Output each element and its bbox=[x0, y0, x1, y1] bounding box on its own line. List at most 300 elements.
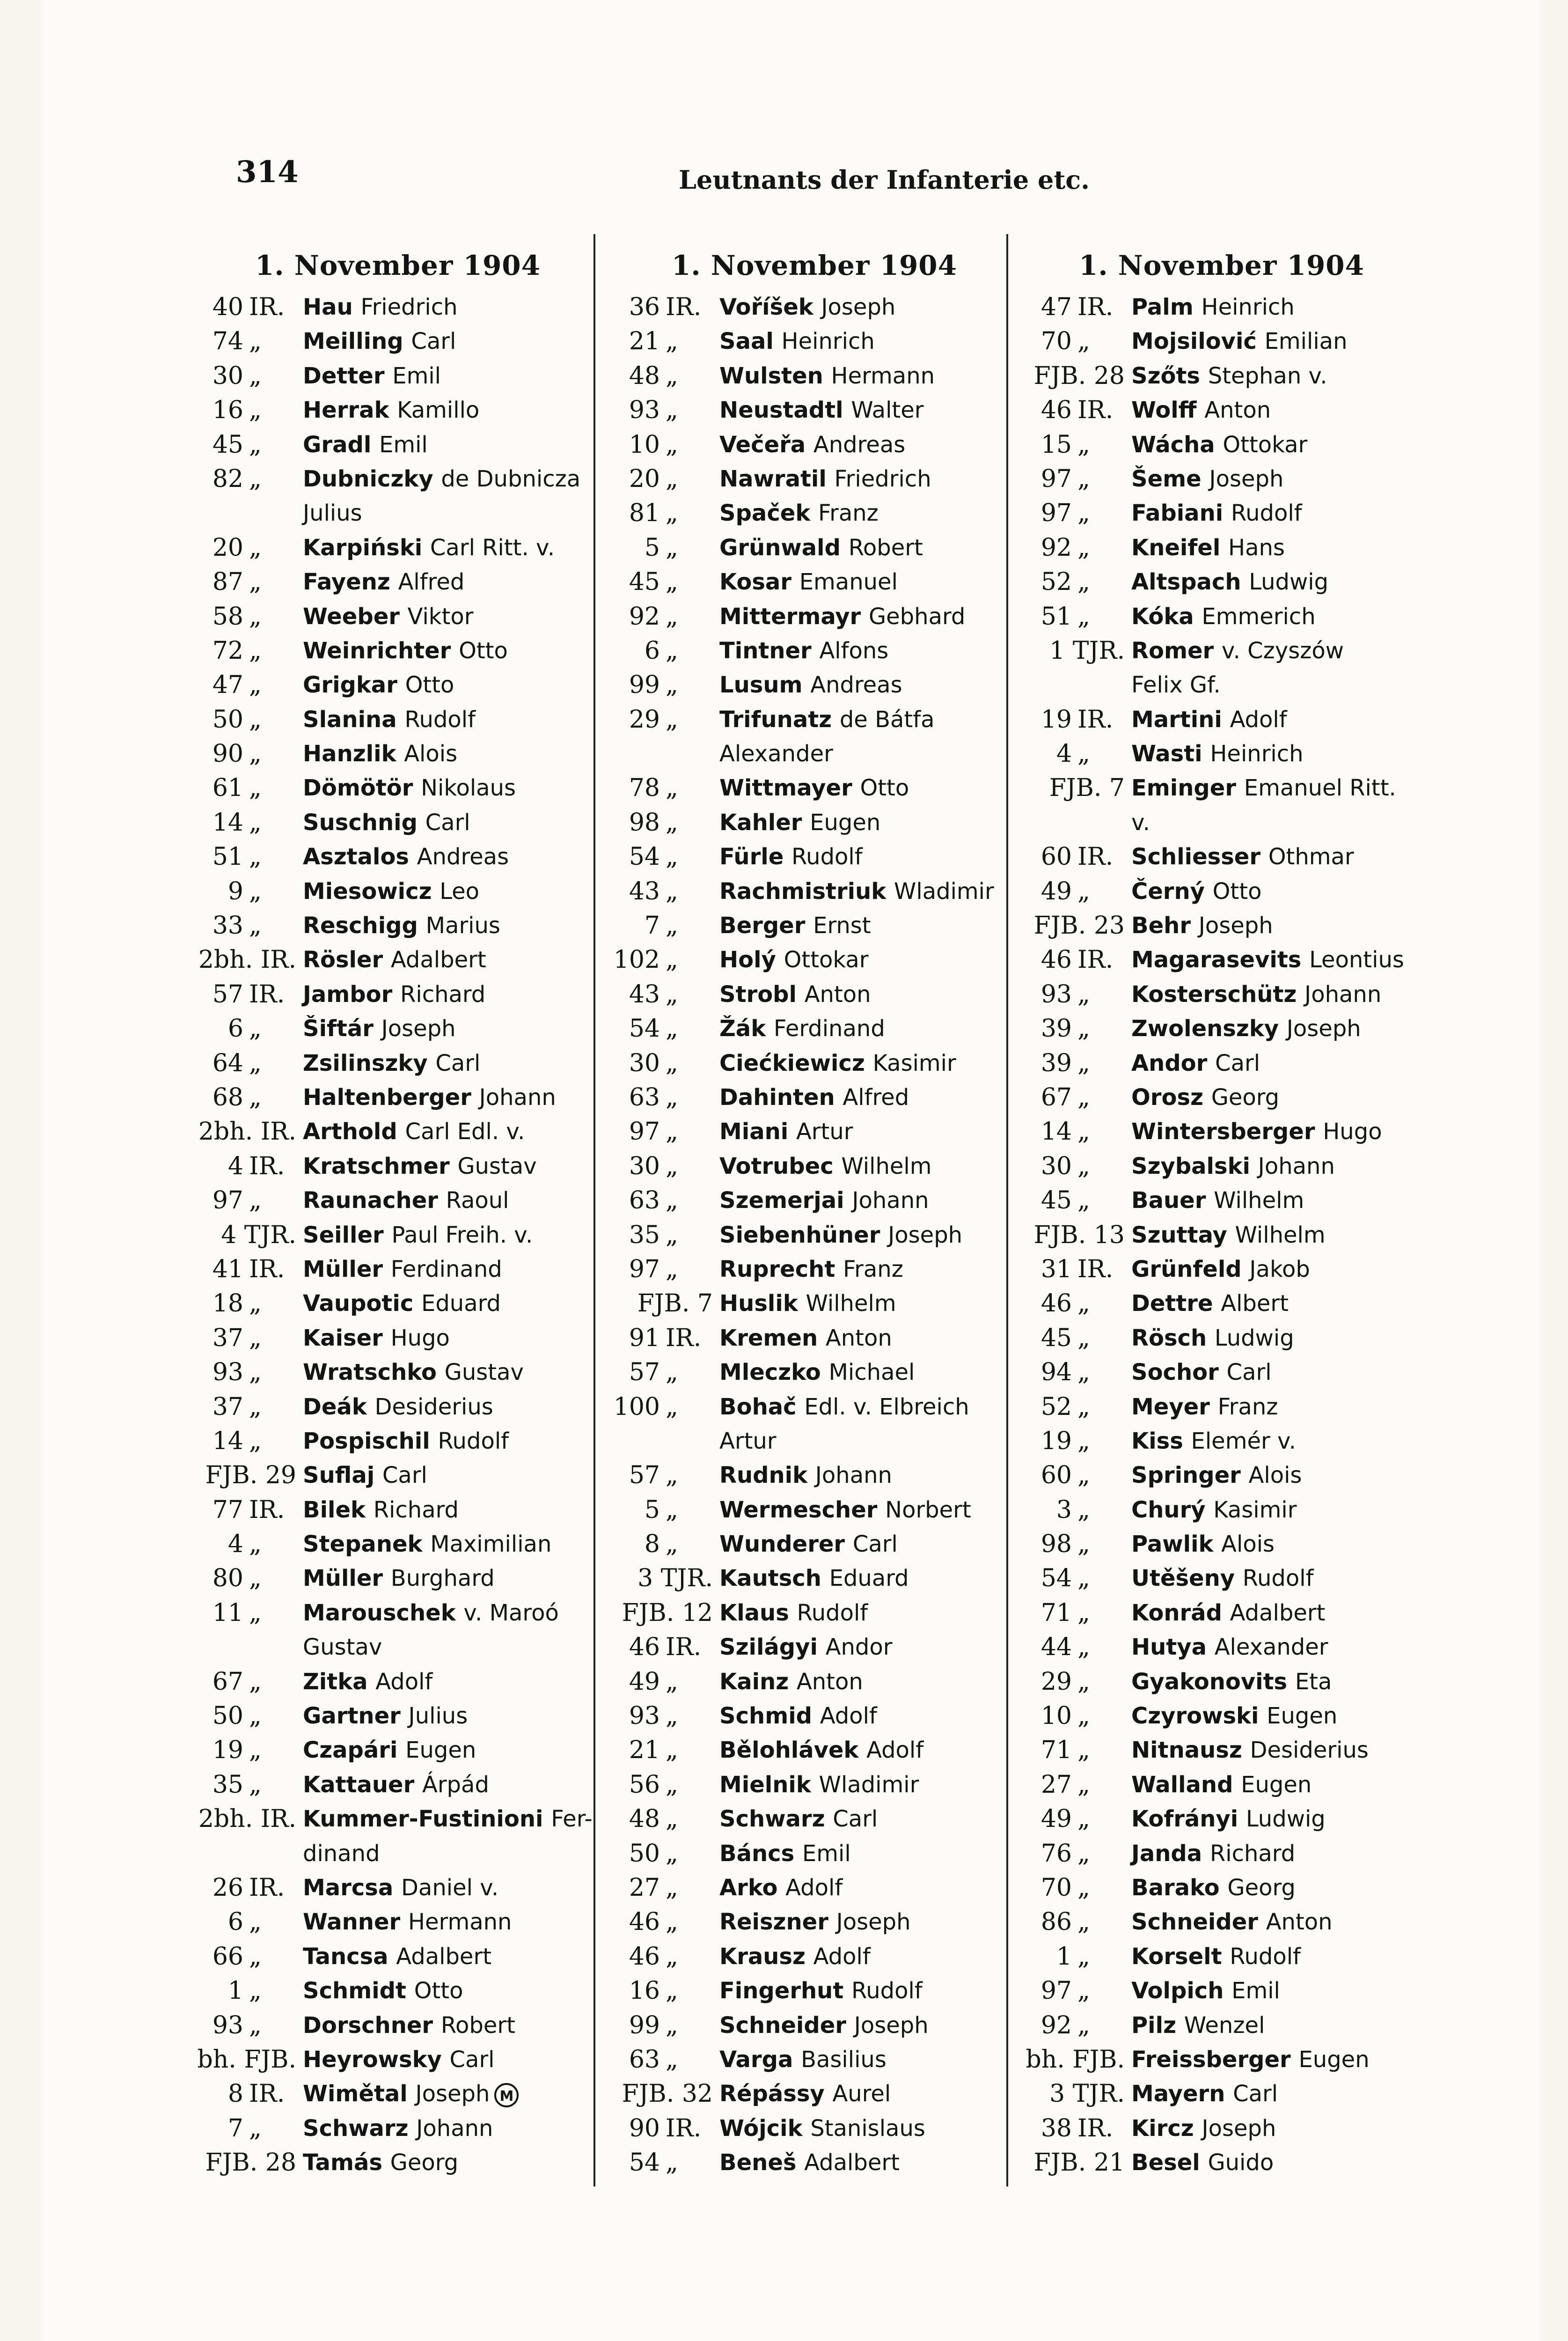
entry-given-name: Franz bbox=[1217, 1393, 1278, 1420]
list-item bbox=[1025, 1940, 1418, 1974]
entry-name-line bbox=[719, 943, 1016, 977]
list-item bbox=[613, 1527, 1016, 1561]
entry-given-name: Eugen bbox=[810, 809, 881, 836]
entry-surname: Varga bbox=[719, 2046, 793, 2073]
entry-name-line bbox=[719, 393, 1016, 427]
list-item bbox=[613, 1390, 1016, 1424]
entry-name-line bbox=[303, 1184, 599, 1218]
entry-number: 102 bbox=[613, 946, 660, 974]
list-item bbox=[1025, 703, 1418, 737]
entry-number: 90 bbox=[629, 2114, 660, 2142]
list-item bbox=[1025, 1081, 1418, 1115]
list-item bbox=[1025, 1596, 1418, 1630]
list-item bbox=[613, 1321, 1016, 1355]
entry-regiment: „ bbox=[249, 430, 262, 459]
entry-number: 20 bbox=[212, 533, 243, 562]
entry-regiment: „ bbox=[1077, 1152, 1090, 1180]
entry-regiment: „ bbox=[1077, 980, 1090, 1009]
entry-regiment: „ bbox=[666, 533, 678, 562]
entry-surname: Černý bbox=[1131, 878, 1205, 905]
entry-given-name: Kamillo bbox=[397, 397, 480, 424]
entry-given-name: Eduard bbox=[421, 1290, 501, 1317]
entry-number: 51 bbox=[212, 843, 243, 871]
entry-given-name: Rudolf bbox=[1230, 1943, 1301, 1970]
entry-number: 98 bbox=[1040, 1530, 1072, 1559]
entry-regiment: IR. bbox=[1077, 705, 1114, 734]
list-item bbox=[197, 324, 599, 359]
entry-regiment: „ bbox=[666, 774, 678, 802]
entry-number: 93 bbox=[212, 2011, 243, 2039]
entry-given-name: Paul Freih. v. bbox=[391, 1222, 533, 1248]
entry-number: 6 bbox=[227, 1015, 243, 1043]
entry-given-name: Joseph bbox=[888, 1222, 963, 1248]
list-item bbox=[613, 771, 1016, 805]
entry-given-name: Georg bbox=[1211, 1084, 1280, 1111]
entry-given-name: Johann bbox=[479, 1084, 556, 1111]
entry-regiment: „ bbox=[1077, 1049, 1090, 1077]
entry-surname: Bělohlávek bbox=[719, 1737, 859, 1764]
entry-regiment: „ bbox=[249, 1598, 262, 1627]
entry-name-line bbox=[303, 1424, 599, 1458]
entry-number: 46 bbox=[629, 1942, 660, 1971]
list-item bbox=[1025, 324, 1418, 359]
entry-regiment: „ bbox=[249, 1908, 262, 1936]
entry-surname: Báncs bbox=[719, 1840, 795, 1867]
list-item bbox=[613, 840, 1016, 874]
entry-regiment: „ bbox=[1077, 1702, 1090, 1730]
list-item bbox=[1025, 1149, 1418, 1184]
entry-regiment: „ bbox=[1077, 568, 1090, 596]
entry-number: 45 bbox=[629, 568, 660, 596]
entry-number: 71 bbox=[1040, 1736, 1072, 1765]
entry-number: 71 bbox=[1040, 1598, 1072, 1627]
entry-surname: Fabiani bbox=[1131, 500, 1224, 527]
entry-surname: Zitka bbox=[303, 1668, 368, 1695]
entry-regiment: „ bbox=[249, 1392, 262, 1421]
entry-regiment: „ bbox=[666, 808, 678, 837]
entry-regiment: „ bbox=[666, 568, 678, 596]
entry-surname: Stepanek bbox=[303, 1531, 423, 1558]
entry-regiment: „ bbox=[249, 740, 262, 768]
entry-surname: Mittermayr bbox=[719, 603, 861, 630]
entry-number: 90 bbox=[212, 740, 243, 768]
entry-name-line bbox=[719, 1974, 1016, 2008]
entry-surname: Marouschek bbox=[303, 1599, 456, 1626]
entry-number: 38 bbox=[1040, 2114, 1072, 2142]
entry-name-line bbox=[303, 909, 599, 943]
entry-number: 41 bbox=[212, 1255, 243, 1283]
entry-given-name: Ferdinand bbox=[773, 1016, 885, 1042]
entry-name-line bbox=[1131, 943, 1418, 977]
entry-surname: Magarasevits bbox=[1131, 947, 1302, 973]
entry-number: 97 bbox=[629, 1255, 660, 1283]
entry-surname: Detter bbox=[303, 362, 385, 389]
entry-name-line bbox=[303, 2112, 599, 2146]
entry-surname: Kóka bbox=[1131, 603, 1194, 630]
list-item bbox=[613, 1355, 1016, 1390]
entry-regiment: „ bbox=[666, 2045, 678, 2074]
entry-name-line bbox=[719, 1837, 1016, 1871]
entry-regiment: „ bbox=[249, 1564, 262, 1593]
entry-name-line bbox=[303, 1665, 599, 1699]
entry-given-name: Anton bbox=[796, 1668, 863, 1695]
entry-number: 18 bbox=[212, 1289, 243, 1318]
list-item bbox=[197, 1665, 599, 1699]
entry-given-name: Marius bbox=[425, 913, 500, 939]
list-item bbox=[613, 1012, 1016, 1046]
entry-name-line bbox=[719, 1149, 1016, 1184]
entry-unit: FJB. 23 bbox=[1033, 912, 1125, 940]
entry-surname: Wermescher bbox=[719, 1496, 878, 1523]
entry-regiment: „ bbox=[1077, 1015, 1090, 1043]
entry-given-name: Carl bbox=[1233, 2081, 1278, 2107]
entry-surname: Répássy bbox=[719, 2081, 825, 2107]
entry-regiment: „ bbox=[249, 1667, 262, 1696]
entry-given-name: Friedrich bbox=[834, 465, 931, 492]
list-item bbox=[1025, 1321, 1418, 1355]
entry-regiment: „ bbox=[249, 774, 262, 802]
entry-given-name: Joseph bbox=[1198, 913, 1273, 939]
list-item bbox=[613, 2077, 1016, 2111]
entry-regiment: „ bbox=[1077, 1530, 1090, 1559]
entry-given-name: Wenzel bbox=[1184, 2012, 1265, 2039]
list-item bbox=[613, 1493, 1016, 1527]
entry-regiment: „ bbox=[249, 1015, 262, 1043]
entry-surname: Schneider bbox=[1131, 1909, 1258, 1936]
entry-name-line bbox=[719, 1012, 1016, 1046]
entry-given-name: Joseph bbox=[1202, 2115, 1276, 2142]
entry-name-line bbox=[1131, 771, 1418, 805]
list-item bbox=[1025, 634, 1418, 668]
entry-name-line bbox=[303, 1561, 599, 1596]
entry-regiment: „ bbox=[249, 1289, 262, 1318]
entry-number: 97 bbox=[212, 1186, 243, 1215]
entry-given-name: Wilhelm bbox=[1214, 1187, 1304, 1214]
entry-name-line bbox=[1131, 1424, 1418, 1458]
list-item bbox=[613, 1699, 1016, 1733]
entry-given-name: Albert bbox=[1221, 1290, 1289, 1317]
entry-surname: Fingerhut bbox=[719, 1978, 844, 2004]
entry-number: 100 bbox=[613, 1392, 660, 1421]
entry-name-line bbox=[1131, 1871, 1418, 1905]
entry-name-line bbox=[719, 840, 1016, 874]
list-item bbox=[613, 703, 1016, 737]
entry-name-line bbox=[1131, 1802, 1418, 1836]
entry-number: 9 bbox=[227, 877, 243, 905]
entry-name-line bbox=[1131, 1218, 1418, 1252]
entry-regiment: „ bbox=[1077, 533, 1090, 562]
list-item bbox=[1025, 1699, 1418, 1733]
list-item bbox=[197, 1837, 599, 1871]
entry-name-line bbox=[303, 668, 599, 702]
entry-regiment: IR. bbox=[249, 980, 285, 1009]
entry-given-name: Carl bbox=[425, 809, 470, 836]
entry-number: 1 bbox=[1056, 1942, 1072, 1971]
entry-surname: Mielnik bbox=[719, 1771, 811, 1798]
list-item bbox=[613, 393, 1016, 427]
entry-regiment: „ bbox=[249, 568, 262, 596]
entry-name-line bbox=[719, 428, 1016, 462]
entry-surname: Večeřa bbox=[719, 431, 806, 458]
entry-surname: Walland bbox=[1131, 1771, 1233, 1798]
entry-name-line bbox=[719, 806, 1016, 840]
entry-given-name: Joseph bbox=[1286, 1016, 1361, 1042]
entry-surname: Romer bbox=[1131, 637, 1214, 664]
entry-number: 66 bbox=[212, 1942, 243, 1971]
entry-regiment: „ bbox=[666, 1873, 678, 1902]
entry-surname: Rudnik bbox=[719, 1462, 808, 1489]
entry-name-line bbox=[719, 2043, 1016, 2077]
list-item bbox=[197, 496, 599, 530]
entry-number: 92 bbox=[1040, 2011, 1072, 2039]
entry-given-name: Guido bbox=[1208, 2150, 1274, 2176]
list-item bbox=[197, 1768, 599, 1802]
entry-given-name: Daniel v. bbox=[401, 1874, 499, 1901]
entry-name-line bbox=[1131, 393, 1418, 427]
entry-name-line bbox=[303, 771, 599, 805]
entry-regiment: „ bbox=[666, 1255, 678, 1283]
entry-regiment: „ bbox=[666, 1049, 678, 1077]
entry-surname: Rösch bbox=[1131, 1325, 1207, 1351]
entry-regiment: „ bbox=[666, 843, 678, 871]
entry-surname: Arko bbox=[719, 1874, 778, 1901]
entry-regiment: „ bbox=[249, 877, 262, 905]
entry-number: 46 bbox=[629, 1908, 660, 1936]
list-item bbox=[197, 428, 599, 462]
entry-regiment: „ bbox=[249, 1049, 262, 1077]
entry-surname: Eminger bbox=[1131, 775, 1237, 802]
list-item bbox=[613, 1115, 1016, 1149]
entry-given-name: Alois bbox=[1221, 1531, 1275, 1558]
entry-regiment: „ bbox=[1077, 1324, 1090, 1352]
entry-regiment: IR. bbox=[666, 293, 702, 321]
entry-surname: Martini bbox=[1131, 706, 1222, 733]
entry-unit: bh. FJB. bbox=[1026, 2045, 1125, 2074]
list-item bbox=[197, 1321, 599, 1355]
entry-given-name: Carl Edl. v. bbox=[405, 1119, 525, 1145]
entry-surname: Wanner bbox=[303, 1909, 401, 1936]
list-item bbox=[1025, 2009, 1418, 2043]
entry-surname: Springer bbox=[1131, 1462, 1241, 1489]
entry-surname: Czyrowski bbox=[1131, 1703, 1259, 1730]
entry-given-name: Carl bbox=[382, 1462, 427, 1489]
entry-name-line bbox=[303, 290, 599, 324]
entry-given-name: Elemér v. bbox=[1191, 1428, 1296, 1454]
list-item bbox=[1025, 1424, 1418, 1458]
entry-name-line bbox=[1131, 496, 1418, 530]
entry-surname: Klaus bbox=[719, 1599, 789, 1626]
entry-regiment: „ bbox=[666, 1977, 678, 2005]
entry-list bbox=[613, 290, 1016, 2180]
entry-name-line bbox=[719, 1355, 1016, 1390]
entry-regiment: „ bbox=[666, 980, 678, 1009]
entry-surname: Beneš bbox=[719, 2150, 797, 2176]
entry-surname: Palm bbox=[1131, 294, 1194, 320]
entry-name-line bbox=[719, 1527, 1016, 1561]
entry-given-name: Rudolf bbox=[404, 706, 476, 733]
list-item bbox=[1025, 909, 1418, 943]
list-item bbox=[1025, 943, 1418, 977]
entry-given-name: Andor bbox=[825, 1634, 893, 1661]
list-item bbox=[1025, 1905, 1418, 1939]
entry-unit: 2bh. IR. bbox=[198, 946, 296, 974]
entry-number: 57 bbox=[212, 980, 243, 1009]
entry-number: 27 bbox=[629, 1873, 660, 1902]
entry-regiment: „ bbox=[1077, 1083, 1090, 1112]
list-item bbox=[613, 2112, 1016, 2146]
entry-given-name: Árpád bbox=[422, 1771, 489, 1798]
entry-surname: Weinrichter bbox=[303, 637, 451, 664]
entry-given-name: Anton bbox=[1204, 397, 1271, 424]
entry-given-name: Carl bbox=[1226, 1359, 1272, 1386]
entry-given-name: Johann bbox=[1304, 981, 1382, 1008]
entry-continuation: Artur bbox=[719, 1428, 777, 1454]
list-item bbox=[613, 1596, 1016, 1630]
entry-given-name: Johann bbox=[852, 1187, 929, 1214]
entry-name-line bbox=[1131, 462, 1418, 496]
entry-name-line bbox=[1131, 359, 1418, 393]
entry-name-line bbox=[1131, 1527, 1418, 1561]
entry-given-name: Otto bbox=[459, 637, 508, 664]
list-item bbox=[1025, 1837, 1418, 1871]
entry-given-name: Fer- bbox=[551, 1806, 593, 1833]
entry-unit: 3 TJR. bbox=[1049, 2080, 1125, 2108]
entry-surname: Jambor bbox=[303, 981, 393, 1008]
entry-name-line bbox=[719, 496, 1016, 530]
entry-surname: Sochor bbox=[1131, 1359, 1219, 1386]
list-item bbox=[1025, 1218, 1418, 1252]
entry-given-name: Walter bbox=[851, 397, 924, 424]
entry-surname: Schmid bbox=[719, 1703, 813, 1730]
entry-number: 51 bbox=[1040, 602, 1072, 631]
entry-name-line bbox=[303, 1871, 599, 1905]
entry-number: 29 bbox=[1040, 1667, 1072, 1696]
list-item bbox=[1025, 2077, 1418, 2111]
entry-surname: Nitnausz bbox=[1131, 1737, 1242, 1764]
entry-given-name: Michael bbox=[828, 1359, 915, 1386]
entry-unit: 4 TJR. bbox=[221, 1221, 296, 1249]
entry-surname: Hanzlik bbox=[303, 741, 396, 767]
entry-continuation: Julius bbox=[303, 500, 362, 527]
entry-number: 36 bbox=[629, 293, 660, 321]
entry-regiment: „ bbox=[1077, 1598, 1090, 1627]
entry-given-name: Adolf bbox=[820, 1703, 877, 1730]
entry-surname: Lusum bbox=[719, 672, 803, 699]
entry-number: 30 bbox=[212, 361, 243, 390]
list-item bbox=[613, 978, 1016, 1012]
entry-number: 93 bbox=[629, 1702, 660, 1730]
entry-name-line bbox=[719, 2009, 1016, 2043]
entry-number: 19 bbox=[1040, 705, 1072, 734]
entry-given-name: Joseph bbox=[836, 1909, 911, 1936]
entry-regiment: IR. bbox=[1077, 2114, 1114, 2142]
list-item bbox=[197, 2043, 599, 2077]
entry-unit: FJB. 21 bbox=[1033, 2149, 1125, 2177]
entry-given-name: Viktor bbox=[407, 603, 474, 630]
entry-regiment: „ bbox=[1077, 2011, 1090, 2039]
entry-number: 39 bbox=[1040, 1015, 1072, 1043]
list-item bbox=[1025, 1458, 1418, 1493]
list-item bbox=[197, 1699, 599, 1733]
entry-number: 29 bbox=[629, 705, 660, 734]
entry-name-line bbox=[719, 1871, 1016, 1905]
entry-number: 21 bbox=[629, 327, 660, 356]
entry-given-name: Emil bbox=[802, 1840, 851, 1867]
entry-surname: Spaček bbox=[719, 500, 811, 527]
entry-unit: 2bh. IR. bbox=[198, 1118, 296, 1146]
entry-given-name: Carl bbox=[411, 328, 456, 355]
entry-regiment: „ bbox=[1077, 1564, 1090, 1593]
list-item bbox=[1025, 1974, 1418, 2008]
entry-given-name: Hugo bbox=[390, 1325, 450, 1351]
entry-name-line bbox=[303, 1699, 599, 1733]
entry-given-name: Heinrich bbox=[781, 328, 875, 355]
entry-surname: Miesowicz bbox=[303, 878, 432, 905]
entry-regiment: „ bbox=[1077, 1633, 1090, 1662]
entry-name-line bbox=[1131, 1493, 1418, 1527]
entry-number: 86 bbox=[1040, 1908, 1072, 1936]
entry-surname: Reiszner bbox=[719, 1909, 828, 1936]
entry-name-line bbox=[719, 1458, 1016, 1493]
list-item bbox=[197, 1081, 599, 1115]
entry-given-name: Hans bbox=[1228, 534, 1285, 561]
entry-name-line bbox=[719, 565, 1016, 599]
entry-regiment: „ bbox=[1077, 1118, 1090, 1146]
entry-given-name: Alfred bbox=[843, 1084, 909, 1111]
entry-regiment: IR. bbox=[666, 2114, 702, 2142]
entry-given-name: Ludwig bbox=[1246, 1806, 1326, 1833]
entry-surname: Kremen bbox=[719, 1325, 818, 1351]
entry-name-line bbox=[719, 1940, 1016, 1974]
list-item bbox=[197, 806, 599, 840]
entry-name-line bbox=[1131, 1905, 1418, 1939]
entry-surname: Miani bbox=[719, 1119, 789, 1145]
entry-number: 64 bbox=[212, 1049, 243, 1077]
list-item bbox=[1025, 1665, 1418, 1699]
entry-name-line bbox=[303, 1115, 599, 1149]
entry-given-name: Emil bbox=[392, 362, 441, 389]
entry-given-name: Desiderius bbox=[374, 1393, 493, 1420]
entry-given-name: Eugen bbox=[1267, 1703, 1338, 1730]
entry-given-name: Eugen bbox=[1298, 2046, 1370, 2073]
list-item bbox=[197, 1355, 599, 1390]
entry-number: 72 bbox=[212, 636, 243, 665]
entry-number: 30 bbox=[629, 1049, 660, 1077]
entry-surname: Wratschko bbox=[303, 1359, 437, 1386]
entry-name-line bbox=[303, 393, 599, 427]
entry-name-line bbox=[303, 840, 599, 874]
list-item bbox=[613, 600, 1016, 634]
entry-surname: Wunderer bbox=[719, 1531, 845, 1558]
entry-number: 46 bbox=[1040, 946, 1072, 974]
list-item bbox=[1025, 1046, 1418, 1081]
entry-name-line bbox=[303, 1218, 599, 1252]
entry-number: 19 bbox=[1040, 1427, 1072, 1455]
entry-name-line bbox=[719, 1081, 1016, 1115]
list-item bbox=[1025, 668, 1418, 702]
entry-name-line bbox=[719, 909, 1016, 943]
entry-surname: Dettre bbox=[1131, 1290, 1213, 1317]
entry-given-name: v. Maroó bbox=[463, 1599, 559, 1626]
entry-regiment: „ bbox=[249, 705, 262, 734]
entry-regiment: IR. bbox=[249, 1255, 285, 1283]
entry-number: 93 bbox=[212, 1358, 243, 1387]
list-item bbox=[613, 1974, 1016, 2008]
list-item bbox=[1025, 1355, 1418, 1390]
entry-given-name: Adalbert bbox=[390, 947, 486, 973]
entry-regiment: „ bbox=[666, 602, 678, 631]
entry-surname: Žák bbox=[719, 1016, 766, 1042]
